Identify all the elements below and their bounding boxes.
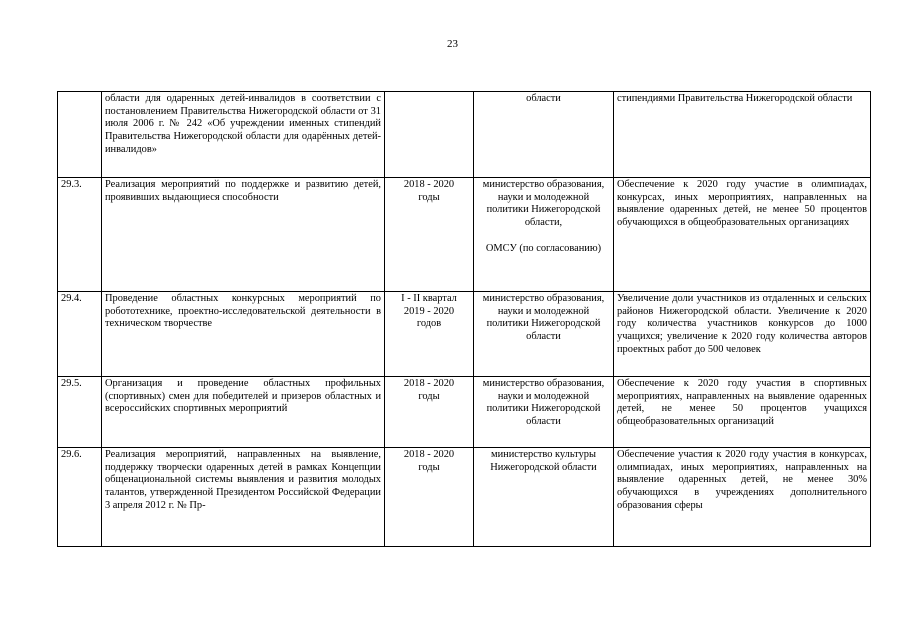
row-number-cell: 29.3. bbox=[58, 178, 102, 292]
deadline-cell: 2018 - 2020 годы bbox=[385, 448, 474, 547]
page-number: 23 bbox=[447, 38, 458, 50]
expected-result-cell: Увеличение доли участников из отдаленных и сельских районов Нижегородской области. Увеличение к 2020 году количества участников конкурсов до 1000 учащихся; увеличение к 2020 году количества авторов проектных работ до 500 человек bbox=[614, 292, 871, 377]
measure-description-cell: Организация и проведение областных профильных (спортивных) смен для победителей и призеров областных и всероссийских спортивных мероприятий bbox=[102, 377, 385, 448]
measure-description-cell: Проведение областных конкурсных мероприятий по робототехнике, проектно-исследовательской деятельности в техническом творчестве bbox=[102, 292, 385, 377]
table-row bbox=[58, 448, 871, 547]
row-number-cell: 29.4. bbox=[58, 292, 102, 377]
measure-description-cell: области для одаренных детей-инвалидов в соответствии с постановлением Правительства Нижегородской области от 31 июля 2006 г. № 242 «Об учреждении именных стипендий Правительства Нижегородской области для одарённых детей-инвалидов» bbox=[102, 92, 385, 178]
row-number-cell: 29.5. bbox=[58, 377, 102, 448]
executor-cell: министерство образования, науки и молодежной политики Нижегородской области bbox=[474, 377, 614, 448]
table-row bbox=[58, 92, 871, 178]
measure-description-cell: Реализация мероприятий по поддержке и развитию детей, проявивших выдающиеся способности bbox=[102, 178, 385, 292]
measures-table bbox=[57, 91, 871, 547]
expected-result-cell: Обеспечение к 2020 году участие в олимпиадах, конкурсах, иных мероприятиях, направленных на выявление одаренных детей, не менее 50 процентов обучающихся в общеобразовательных организациях bbox=[614, 178, 871, 292]
executor-cell: министерство образования, науки и молодежной политики Нижегородской области bbox=[474, 292, 614, 377]
executor-cell: министерство образования, науки и молодежной политики Нижегородской области, ОМСУ (по согласованию) bbox=[474, 178, 614, 292]
expected-result-cell: Обеспечение участия к 2020 году участия в конкурсах, олимпиадах, иных мероприятиях, направленных на выявление одаренных детей, не менее 30% обучающихся в учреждениях дополнительного образования сферы bbox=[614, 448, 871, 547]
deadline-cell bbox=[385, 92, 474, 178]
table-row bbox=[58, 178, 871, 292]
executor-cell: области bbox=[474, 92, 614, 178]
deadline-cell: I - II квартал 2019 - 2020 годов bbox=[385, 292, 474, 377]
table-row bbox=[58, 377, 871, 448]
row-number-cell bbox=[58, 92, 102, 178]
deadline-cell: 2018 - 2020 годы bbox=[385, 377, 474, 448]
row-number-cell: 29.6. bbox=[58, 448, 102, 547]
deadline-cell: 2018 - 2020 годы bbox=[385, 178, 474, 292]
expected-result-cell: Обеспечение к 2020 году участия в спортивных мероприятиях, направленных на выявление одаренных детей, не менее 50 процентов учащихся общеобразовательных организаций bbox=[614, 377, 871, 448]
executor-cell: министерство культуры Нижегородской области bbox=[474, 448, 614, 547]
table-row bbox=[58, 292, 871, 377]
measure-description-cell: Реализация мероприятий, направленных на выявление, поддержку творчески одаренных детей в рамках Концепции общенациональной системы выявления и развития молодых талантов, утвержденной Президентом Российской Федерации 3 апреля 2012 г. № Пр- bbox=[102, 448, 385, 547]
expected-result-cell: стипендиями Правительства Нижегородской области bbox=[614, 92, 871, 178]
